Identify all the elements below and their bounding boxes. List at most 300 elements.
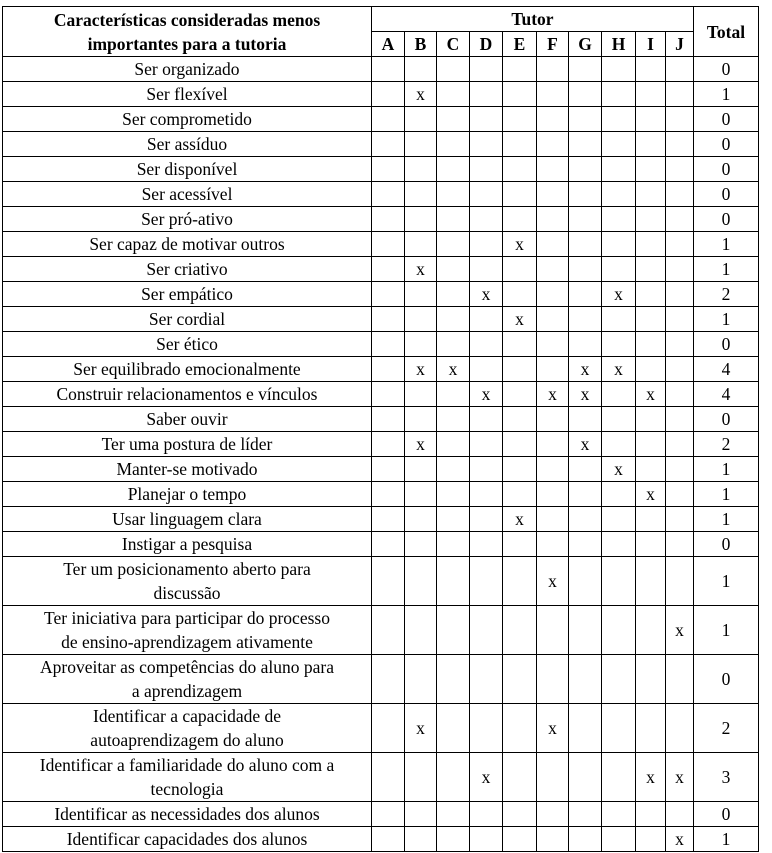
mark-cell: [569, 282, 602, 307]
mark-cell: [503, 802, 537, 827]
mark-cell: [437, 57, 470, 82]
characteristic-text: Ser ético: [156, 334, 218, 354]
mark-cell: [503, 753, 537, 802]
table-row: [3, 257, 759, 282]
characteristic-text: Aproveitar as competências do aluno para: [40, 657, 334, 677]
characteristic-text: a aprendizagem: [131, 681, 243, 701]
characteristic-header: [3, 7, 372, 57]
mark-cell: [503, 107, 537, 132]
mark-cell: [470, 332, 503, 357]
mark-cell: x: [537, 382, 569, 407]
mark-cell: [602, 82, 636, 107]
mark-cell: [636, 307, 666, 332]
mark-cell: [666, 132, 694, 157]
table-row: [3, 57, 759, 82]
mark-cell: x: [405, 257, 437, 282]
mark-cell: [503, 82, 537, 107]
characteristic-cell: [3, 357, 372, 382]
characteristic-text: Identificar a capacidade de: [93, 706, 281, 726]
table-row: [3, 157, 759, 182]
mark-cell: [437, 557, 470, 606]
mark-cell: [569, 557, 602, 606]
mark-cell: [602, 407, 636, 432]
mark-cell: [569, 82, 602, 107]
total-cell: 1: [694, 257, 759, 282]
mark-cell: [666, 457, 694, 482]
total-cell: 1: [694, 82, 759, 107]
mark-cell: [405, 507, 437, 532]
characteristic-text: Manter-se motivado: [116, 459, 258, 479]
mark-cell: [636, 432, 666, 457]
table-row: [3, 207, 759, 232]
characteristic-cell: [3, 557, 372, 606]
table-row: [3, 704, 759, 753]
mark-cell: [503, 382, 537, 407]
characteristic-cell: [3, 432, 372, 457]
mark-cell: [569, 107, 602, 132]
table-container: [2, 6, 759, 852]
table-row: [3, 307, 759, 332]
mark-cell: [405, 457, 437, 482]
mark-cell: [405, 407, 437, 432]
characteristic-cell: [3, 182, 372, 207]
total-cell: 1: [694, 827, 759, 852]
mark-cell: [437, 482, 470, 507]
mark-cell: [636, 507, 666, 532]
mark-cell: [666, 407, 694, 432]
mark-cell: [537, 232, 569, 257]
mark-cell: [569, 157, 602, 182]
mark-cell: [666, 307, 694, 332]
mark-cell: [503, 57, 537, 82]
mark-cell: [470, 432, 503, 457]
mark-cell: x: [537, 557, 569, 606]
mark-cell: [666, 82, 694, 107]
mark-cell: [372, 482, 405, 507]
characteristic-cell: [3, 132, 372, 157]
characteristic-text: Ser criativo: [146, 259, 228, 279]
table-row: [3, 532, 759, 557]
mark-cell: x: [636, 482, 666, 507]
characteristic-cell: [3, 332, 372, 357]
mark-cell: [405, 655, 437, 704]
table-row: [3, 557, 759, 606]
mark-cell: [602, 132, 636, 157]
mark-cell: [470, 557, 503, 606]
mark-cell: x: [602, 357, 636, 382]
table-row: [3, 482, 759, 507]
mark-cell: [636, 704, 666, 753]
mark-cell: [602, 157, 636, 182]
characteristic-text: Ser acessível: [141, 184, 233, 204]
mark-cell: x: [470, 753, 503, 802]
mark-cell: [372, 357, 405, 382]
table-row: [3, 432, 759, 457]
characteristic-text: Ser capaz de motivar outros: [89, 234, 285, 254]
tutor-column-header: I: [636, 32, 666, 57]
characteristic-text: Ser organizado: [134, 59, 240, 79]
mark-cell: [437, 257, 470, 282]
total-cell: 0: [694, 157, 759, 182]
total-cell: 1: [694, 507, 759, 532]
mark-cell: [537, 655, 569, 704]
characteristic-cell: [3, 307, 372, 332]
characteristic-text: Ser cordial: [148, 309, 226, 329]
mark-cell: [537, 57, 569, 82]
mark-cell: [503, 655, 537, 704]
characteristic-text: tecnologia: [150, 779, 224, 799]
mark-cell: [372, 432, 405, 457]
mark-cell: [470, 257, 503, 282]
mark-cell: [372, 606, 405, 655]
mark-cell: [636, 232, 666, 257]
mark-cell: [537, 157, 569, 182]
characteristic-text: Ter um posicionamento aberto para: [63, 559, 311, 579]
mark-cell: [470, 606, 503, 655]
characteristic-text: de ensino-aprendizagem ativamente: [61, 632, 313, 652]
mark-cell: [437, 307, 470, 332]
mark-cell: x: [405, 357, 437, 382]
mark-cell: [503, 132, 537, 157]
mark-cell: [602, 57, 636, 82]
characteristic-text: Identificar capacidades dos alunos: [66, 829, 308, 849]
mark-cell: [437, 332, 470, 357]
characteristic-text: Saber ouvir: [146, 409, 228, 429]
mark-cell: [405, 532, 437, 557]
total-cell: 0: [694, 532, 759, 557]
mark-cell: [503, 606, 537, 655]
mark-cell: x: [569, 382, 602, 407]
tutor-column-header: A: [372, 32, 405, 57]
mark-cell: x: [636, 382, 666, 407]
characteristic-cell: [3, 282, 372, 307]
mark-cell: [437, 207, 470, 232]
total-cell: 0: [694, 182, 759, 207]
total-cell: 3: [694, 753, 759, 802]
characteristic-text: Ser flexível: [146, 84, 228, 104]
characteristic-text: Ser disponível: [136, 159, 238, 179]
mark-cell: [636, 132, 666, 157]
table-row: [3, 107, 759, 132]
mark-cell: [372, 557, 405, 606]
mark-cell: [372, 457, 405, 482]
table-row: [3, 232, 759, 257]
mark-cell: [372, 157, 405, 182]
tutor-column-header: B: [405, 32, 437, 57]
mark-cell: [569, 507, 602, 532]
mark-cell: [470, 232, 503, 257]
mark-cell: [569, 655, 602, 704]
characteristic-text: Ser empático: [141, 284, 233, 304]
mark-cell: [437, 655, 470, 704]
mark-cell: [666, 207, 694, 232]
characteristic-cell: [3, 207, 372, 232]
mark-cell: [666, 282, 694, 307]
mark-cell: [437, 182, 470, 207]
mark-cell: [503, 407, 537, 432]
mark-cell: [602, 257, 636, 282]
total-cell: 2: [694, 704, 759, 753]
mark-cell: [636, 82, 666, 107]
mark-cell: [537, 132, 569, 157]
mark-cell: [405, 482, 437, 507]
mark-cell: x: [503, 307, 537, 332]
mark-cell: [405, 57, 437, 82]
mark-cell: [503, 182, 537, 207]
mark-cell: [503, 207, 537, 232]
mark-cell: [470, 482, 503, 507]
mark-cell: x: [602, 457, 636, 482]
mark-cell: [569, 827, 602, 852]
characteristic-cell: [3, 257, 372, 282]
mark-cell: [437, 407, 470, 432]
mark-cell: x: [666, 827, 694, 852]
mark-cell: [503, 532, 537, 557]
mark-cell: [537, 827, 569, 852]
mark-cell: [666, 802, 694, 827]
mark-cell: [372, 132, 405, 157]
mark-cell: [569, 257, 602, 282]
mark-cell: [437, 107, 470, 132]
mark-cell: [470, 57, 503, 82]
mark-cell: [537, 482, 569, 507]
characteristic-cell: [3, 482, 372, 507]
mark-cell: [602, 802, 636, 827]
tutor-column-header: D: [470, 32, 503, 57]
mark-cell: [372, 257, 405, 282]
mark-cell: [470, 532, 503, 557]
mark-cell: [372, 307, 405, 332]
mark-cell: [636, 802, 666, 827]
characteristic-text: Planejar o tempo: [127, 484, 247, 504]
tutor-header: Tutor: [372, 7, 694, 32]
table-row: [3, 132, 759, 157]
characteristic-cell: [3, 655, 372, 704]
mark-cell: [602, 332, 636, 357]
mark-cell: [437, 157, 470, 182]
tutor-column-header: J: [666, 32, 694, 57]
mark-cell: [666, 57, 694, 82]
table-row: [3, 457, 759, 482]
mark-cell: [636, 332, 666, 357]
mark-cell: [537, 753, 569, 802]
mark-cell: [405, 182, 437, 207]
total-cell: 0: [694, 107, 759, 132]
mark-cell: [470, 157, 503, 182]
mark-cell: [437, 753, 470, 802]
characteristic-text: discussão: [153, 583, 221, 603]
mark-cell: [437, 382, 470, 407]
mark-cell: [636, 182, 666, 207]
mark-cell: x: [470, 282, 503, 307]
mark-cell: [636, 606, 666, 655]
tutor-column-header: C: [437, 32, 470, 57]
characteristic-text: Ter iniciativa para participar do processo: [44, 608, 330, 628]
mark-cell: [503, 432, 537, 457]
mark-cell: [503, 704, 537, 753]
mark-cell: [537, 257, 569, 282]
mark-cell: [636, 207, 666, 232]
mark-cell: [602, 182, 636, 207]
total-cell: 2: [694, 432, 759, 457]
table-row: [3, 827, 759, 852]
mark-cell: [602, 827, 636, 852]
total-cell: 0: [694, 57, 759, 82]
mark-cell: [537, 107, 569, 132]
mark-cell: [666, 482, 694, 507]
mark-cell: [503, 827, 537, 852]
characteristic-header-line1: Características consideradas menos: [53, 9, 321, 30]
mark-cell: [470, 82, 503, 107]
mark-cell: [372, 532, 405, 557]
mark-cell: [666, 382, 694, 407]
table-row: [3, 382, 759, 407]
table-row: [3, 82, 759, 107]
characteristic-text: Ser pró-ativo: [141, 209, 233, 229]
mark-cell: x: [602, 282, 636, 307]
characteristic-cell: [3, 606, 372, 655]
mark-cell: [503, 357, 537, 382]
mark-cell: [372, 107, 405, 132]
mark-cell: [372, 382, 405, 407]
mark-cell: [537, 507, 569, 532]
mark-cell: x: [569, 432, 602, 457]
mark-cell: x: [537, 704, 569, 753]
mark-cell: [405, 827, 437, 852]
mark-cell: [666, 507, 694, 532]
mark-cell: [636, 457, 666, 482]
mark-cell: [636, 655, 666, 704]
mark-cell: [437, 606, 470, 655]
mark-cell: [372, 57, 405, 82]
mark-cell: x: [405, 704, 437, 753]
mark-cell: [405, 753, 437, 802]
mark-cell: [470, 827, 503, 852]
mark-cell: [405, 157, 437, 182]
mark-cell: [569, 207, 602, 232]
mark-cell: [372, 704, 405, 753]
total-cell: 1: [694, 606, 759, 655]
mark-cell: [569, 753, 602, 802]
mark-cell: [636, 107, 666, 132]
characteristic-text: autoaprendizagem do aluno: [90, 730, 284, 750]
mark-cell: [372, 507, 405, 532]
mark-cell: [602, 107, 636, 132]
mark-cell: [666, 357, 694, 382]
mark-cell: [666, 532, 694, 557]
mark-cell: [470, 307, 503, 332]
tutor-column-header: G: [569, 32, 602, 57]
characteristic-text: Construir relacionamentos e vínculos: [56, 384, 318, 404]
mark-cell: [537, 532, 569, 557]
mark-cell: [537, 407, 569, 432]
mark-cell: [503, 457, 537, 482]
table-row: [3, 606, 759, 655]
mark-cell: [405, 307, 437, 332]
mark-cell: [537, 606, 569, 655]
mark-cell: [636, 827, 666, 852]
characteristic-cell: [3, 407, 372, 432]
characteristic-cell: [3, 157, 372, 182]
mark-cell: [503, 332, 537, 357]
mark-cell: [470, 507, 503, 532]
characteristic-cell: [3, 753, 372, 802]
mark-cell: [470, 457, 503, 482]
total-cell: 4: [694, 382, 759, 407]
characteristic-text: Instigar a pesquisa: [121, 534, 253, 554]
mark-cell: x: [437, 357, 470, 382]
characteristic-cell: [3, 507, 372, 532]
mark-cell: [569, 532, 602, 557]
mark-cell: [437, 457, 470, 482]
mark-cell: [405, 332, 437, 357]
mark-cell: x: [569, 357, 602, 382]
mark-cell: [602, 655, 636, 704]
mark-cell: [602, 307, 636, 332]
mark-cell: [405, 606, 437, 655]
mark-cell: [569, 457, 602, 482]
total-cell: 0: [694, 802, 759, 827]
mark-cell: [503, 482, 537, 507]
mark-cell: [372, 827, 405, 852]
mark-cell: [569, 332, 602, 357]
total-cell: 2: [694, 282, 759, 307]
mark-cell: x: [503, 507, 537, 532]
total-cell: 1: [694, 232, 759, 257]
mark-cell: [636, 357, 666, 382]
mark-cell: [602, 532, 636, 557]
characteristic-text: Usar linguagem clara: [112, 509, 262, 529]
mark-cell: [372, 82, 405, 107]
mark-cell: [503, 257, 537, 282]
mark-cell: [569, 182, 602, 207]
mark-cell: [602, 704, 636, 753]
mark-cell: [372, 655, 405, 704]
mark-cell: [636, 532, 666, 557]
mark-cell: [470, 802, 503, 827]
mark-cell: [437, 802, 470, 827]
mark-cell: [372, 753, 405, 802]
total-cell: 0: [694, 332, 759, 357]
mark-cell: [437, 132, 470, 157]
characteristic-cell: [3, 532, 372, 557]
mark-cell: [569, 307, 602, 332]
table-row: [3, 182, 759, 207]
mark-cell: [470, 704, 503, 753]
mark-cell: [470, 357, 503, 382]
mark-cell: [666, 432, 694, 457]
mark-cell: [602, 382, 636, 407]
mark-cell: [470, 655, 503, 704]
characteristic-text: Ser comprometido: [122, 109, 252, 129]
mark-cell: [569, 407, 602, 432]
tutor-column-header: H: [602, 32, 636, 57]
characteristic-text: Ter uma postura de líder: [101, 434, 273, 454]
mark-cell: [372, 282, 405, 307]
mark-cell: [405, 282, 437, 307]
mark-cell: [666, 232, 694, 257]
mark-cell: [437, 432, 470, 457]
total-cell: 1: [694, 457, 759, 482]
mark-cell: [437, 532, 470, 557]
characteristic-text: Ser equilibrado emocionalmente: [73, 359, 301, 379]
mark-cell: [602, 232, 636, 257]
mark-cell: [569, 704, 602, 753]
mark-cell: [372, 802, 405, 827]
characteristic-cell: [3, 827, 372, 852]
mark-cell: [569, 57, 602, 82]
mark-cell: [405, 132, 437, 157]
